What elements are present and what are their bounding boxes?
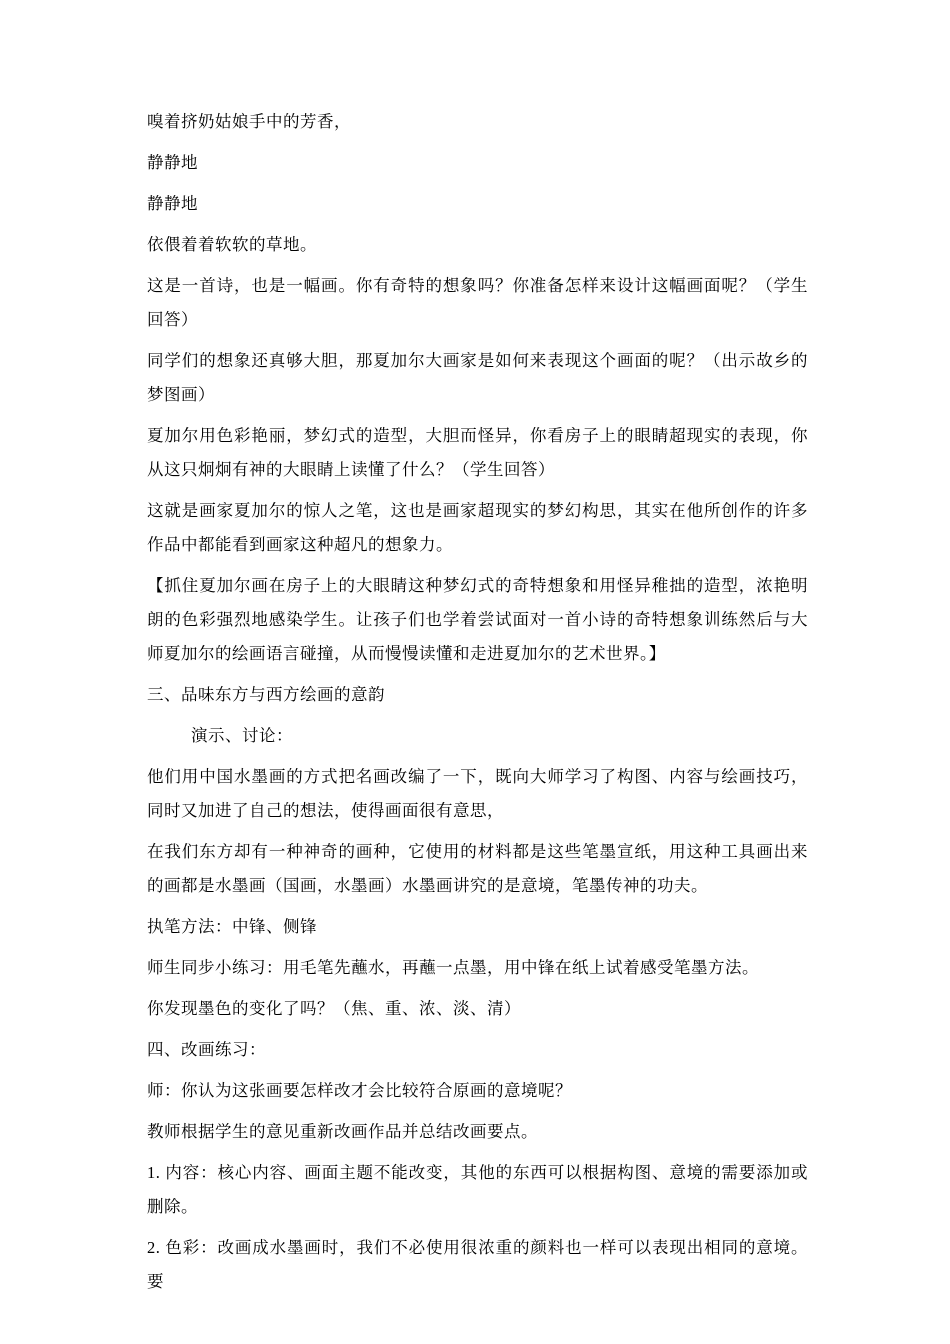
paragraph: 执笔方法：中锋、侧锋 — [147, 917, 317, 936]
paragraph: 他们用中国水墨画的方式把名画改编了一下，既向大师学习了构图、内容与绘画技巧，同时又加进了自己的想法，使得画面很有意思， — [147, 767, 808, 820]
paragraph: 在我们东方却有一种神奇的画种，它使用的材料都是这些笔墨宣纸，用这种工具画出来的画都是水墨画（国画，水墨画）水墨画讲究的是意境，笔墨传神的功夫。 — [147, 842, 808, 895]
paragraph: 这是一首诗，也是一幅画。你有奇特的想象吗？你准备怎样来设计这幅画面呢？（学生回答） — [147, 276, 808, 329]
paragraph: 教师根据学生的意见重新改画作品并总结改画要点。 — [147, 1122, 538, 1141]
paragraph: 嗅着挤奶姑娘手中的芳香， — [147, 112, 351, 131]
paragraph: 2. 色彩：改画成水墨画时，我们不必使用很浓重的颜料也一样可以表现出相同的意境。要 — [147, 1238, 808, 1291]
paragraph: 师：你认为这张画要怎样改才会比较符合原画的意境呢？ — [147, 1081, 572, 1100]
paragraph: 依偎着着软软的草地。 — [147, 235, 317, 254]
paragraph: 1. 内容：核心内容、画面主题不能改变，其他的东西可以根据构图、意境的需要添加或删除。 — [147, 1163, 808, 1216]
paragraph: 夏加尔用色彩艳丽，梦幻式的造型，大胆而怪异，你看房子上的眼睛超现实的表现，你从这只炯炯有神的大眼睛上读懂了什么？（学生回答） — [147, 426, 808, 479]
paragraph: 师生同步小练习：用毛笔先蘸水，再蘸一点墨，用中锋在纸上试着感受笔墨方法。 — [147, 958, 759, 977]
paragraph: 你发现墨色的变化了吗？（焦、重、浓、淡、清） — [147, 999, 521, 1018]
paragraph: 静静地 — [147, 153, 198, 172]
paragraph: 静静地 — [147, 194, 198, 213]
document-body — [147, 105, 808, 1299]
paragraph: 【抓住夏加尔画在房子上的大眼睛这种梦幻式的奇特想象和用怪异稚拙的造型，浓艳明朗的色彩强烈地感染学生。让孩子们也学着尝试面对一首小诗的奇特想象训练然后与大师夏加尔的绘画语言碰撞，从而慢慢读懂和走进夏加尔的艺术世界。】 — [147, 576, 808, 663]
paragraph: 这就是画家夏加尔的惊人之笔，这也是画家超现实的梦幻构思，其实在他所创作的许多作品中都能看到画家这种超凡的想象力。 — [147, 501, 808, 554]
paragraph: 四、改画练习： — [147, 1040, 266, 1059]
paragraph: 三、品味东方与西方绘画的意韵 — [147, 685, 385, 704]
paragraph: 演示、讨论： — [191, 726, 293, 745]
paragraph: 同学们的想象还真够大胆，那夏加尔大画家是如何来表现这个画面的呢？（出示故乡的梦图画） — [147, 351, 808, 404]
